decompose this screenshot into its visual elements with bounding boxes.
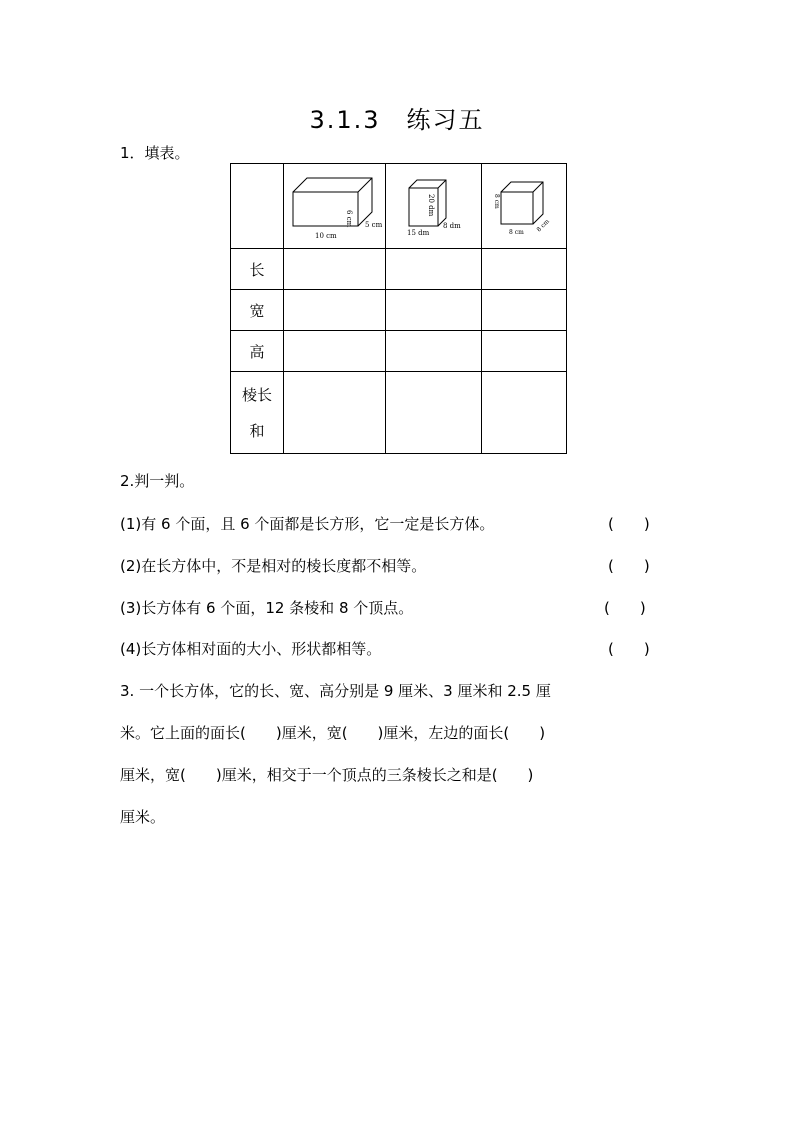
figure-1-width-label: 5 cm [364,221,382,229]
question-1-label: 1．填表。 [120,144,190,162]
row-label-edge-sum [231,372,284,454]
judge-answer-blank-4[interactable]: ( ) [608,640,650,658]
answer-cell [386,290,482,331]
figure-cell-3 [482,164,567,249]
cuboid-figure-2 [387,164,481,244]
row-label-width: 宽 [231,290,284,331]
judge-item-2: (2)在长方体中，不是相对的棱长度都不相等。 [120,557,427,575]
row-label-length: 长 [231,249,284,290]
judge-answer-blank-1[interactable]: ( ) [608,515,650,533]
judge-answer-blank-3[interactable]: ( ) [604,599,646,617]
figure-3-width-label: 8 cm [534,218,551,234]
answer-cell [482,290,567,331]
fill-table [230,163,567,454]
question-2-label: 2.判一判。 [120,472,195,490]
answer-cell [284,290,386,331]
row-label-height: 高 [231,331,284,372]
answer-cell [482,372,567,454]
cuboid-figure-1 [285,164,385,244]
figure-3-length-label: 8 cm [508,229,524,236]
judge-item-4: (4)长方体相对面的大小、形状都相等。 [120,640,382,658]
answer-cell [482,331,567,372]
answer-cell [284,372,386,454]
question-3-line-3: 厘米，宽( )厘米，相交于一个顶点的三条棱长之和是( ) [120,766,534,784]
judge-answer-blank-2[interactable]: ( ) [608,557,650,575]
row-label-edge-sum-line-1: 棱长 [241,385,272,404]
figure-3-height-label: 8 cm [492,194,500,209]
page-title: 3.1.3 练习五 [309,106,485,134]
figure-cell-1 [284,164,386,249]
answer-cell [482,249,567,290]
question-3-line-2: 米。它上面的面长( )厘米，宽( )厘米，左边的面长( ) [120,724,546,742]
answer-cell [284,249,386,290]
figure-2-length-label: 15 dm [406,229,429,237]
row-label-edge-sum-line-2: 和 [249,421,265,440]
figure-2-height-label: 20 dm [426,194,435,217]
question-3-line-1: 3. 一个长方体，它的长、宽、高分别是 9 厘米、3 厘米和 2.5 厘 [120,682,551,700]
judge-item-1: (1)有 6 个面，且 6 个面都是长方形，它一定是长方体。 [120,515,495,533]
figure-1-length-label: 10 cm [314,232,337,240]
cube-figure-3 [483,164,566,244]
judge-item-3: (3)长方体有 6 个面，12 条棱和 8 个顶点。 [120,599,414,617]
answer-cell [386,372,482,454]
question-3-line-4: 厘米。 [120,808,166,826]
figure-cell-2 [386,164,482,249]
answer-cell [284,331,386,372]
figure-2-width-label: 8 dm [442,222,461,230]
answer-cell [386,331,482,372]
corner-cell [231,164,284,249]
answer-cell [386,249,482,290]
figure-1-height-label: 6 cm [344,210,353,228]
